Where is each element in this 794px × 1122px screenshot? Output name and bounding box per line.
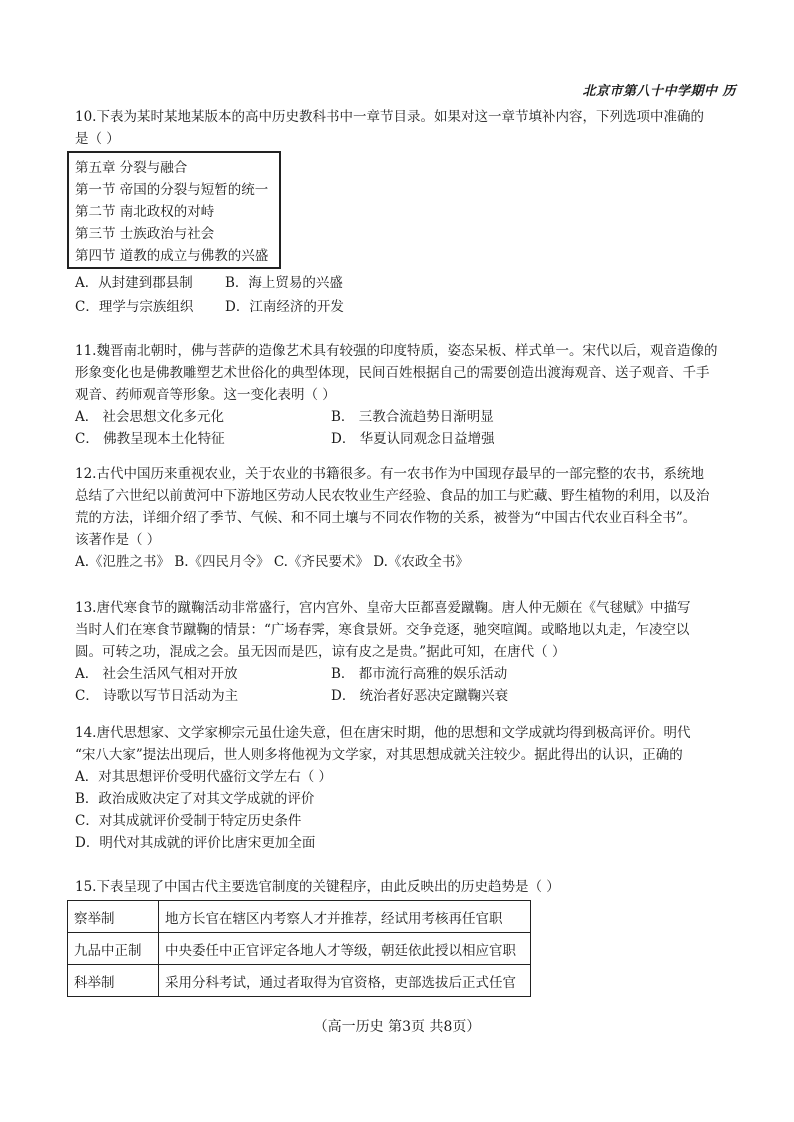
system-procedure: 采用分科考试，通过者取得为官资格，吏部选拔后正式任官 xyxy=(159,965,531,997)
stem-line: “宋八大家”提法出现后，世人则多将他视为文学家，对其思想成就关注较少。据此得出的认识，正确的 xyxy=(75,747,683,763)
option-d: D．江南经济的开发 xyxy=(225,299,344,315)
stem-line: 15.下表呈现了中国古代主要选官制度的关键程序，由此反映出的历史趋势是（ ） xyxy=(75,879,560,895)
option-c: C．理学与宗族组织 xyxy=(75,299,194,315)
system-procedure: 地方长官在辖区内考察人才并推荐，经试用考核再任官职 xyxy=(159,901,531,933)
question-10-options xyxy=(75,271,344,319)
stem-line: 形象变化也是佛教雕塑艺术世俗化的典型体现，民间百姓根据自己的需要创造出渡海观音、送子观音、千手 xyxy=(75,365,710,381)
option-c: C． 佛教呈现本土化特征 xyxy=(75,431,225,447)
table-row xyxy=(68,901,531,933)
stem-line: 总结了六世纪以前黄河中下游地区劳动人民农牧业生产经验、食品的加工与贮藏、野生植物的利用，以及治 xyxy=(75,488,710,504)
system-name: 科举制 xyxy=(68,965,159,997)
toc-line: 第五章 分裂与融合 xyxy=(75,160,188,176)
option-a: A．对其思想评价受明代盛衍文学左右（ ） xyxy=(75,769,333,785)
toc-line: 第三节 士族政治与社会 xyxy=(75,226,215,242)
stem-line: 当时人们在寒食节蹴鞠的情景：“广场春霁，寒食景妍。交争竞逐，驰突喧阗。或略地以丸走，乍凌空以 xyxy=(75,622,690,638)
stem-line: 圆。可转之功，混成之会。虽无因而是匹，谅有皮之是贵。”据此可知，在唐代（ ） xyxy=(75,644,566,660)
stem-line: 13.唐代寒食节的蹴鞠活动非常盛行，宫内宫外、皇帝大臣都喜爱蹴鞠。唐人仲无颇在《气毬赋》中描写 xyxy=(75,600,691,616)
system-name: 九品中正制 xyxy=(68,933,159,965)
question-11 xyxy=(75,340,725,450)
option-a: A． 社会思想文化多元化 xyxy=(75,409,225,425)
system-name: 察举制 xyxy=(68,901,159,933)
table-row xyxy=(68,965,531,997)
page-footer: （高一历史 第3页 共8页） xyxy=(313,1019,481,1035)
question-13 xyxy=(75,597,725,707)
option-d: D． 华夏认同观念日益增强 xyxy=(331,431,495,447)
question-14 xyxy=(75,722,725,854)
system-procedure: 中央委任中正官评定各地人才等级，朝廷依此授以相应官职 xyxy=(159,933,531,965)
toc-line: 第四节 道教的成立与佛教的兴盛 xyxy=(75,248,269,264)
option-b: B．海上贸易的兴盛 xyxy=(225,275,343,291)
toc-line: 第一节 帝国的分裂与短暂的统一 xyxy=(75,182,269,198)
question-12 xyxy=(75,463,725,573)
stem-line: 该著作是（ ） xyxy=(75,532,161,548)
stem-line: 12.古代中国历来重视农业，关于农业的书籍很多。有一农书作为中国现存最早的一部完整的农书，系统地 xyxy=(75,466,704,482)
chapter-table-of-contents xyxy=(67,151,281,269)
question-12-options: A.《氾胜之书》 B.《四民月令》 C.《齐民要术》 D.《农政全书》 xyxy=(75,554,469,570)
stem-line: 观音、药师观音等形象。这一变化表明（ ） xyxy=(75,387,336,403)
option-b: B． 三教合流趋势日渐明显 xyxy=(331,409,494,425)
option-c: C．对其成就评价受制于特定历史条件 xyxy=(75,813,302,829)
option-d: D．明代对其成就的评价比唐宋更加全面 xyxy=(75,835,316,851)
toc-line: 第二节 南北政权的对峙 xyxy=(75,204,215,220)
stem-line: 14.唐代思想家、文学家柳宗元虽仕途失意，但在唐宋时期，他的思想和文学成就均得到极高评价。明代 xyxy=(75,725,691,741)
option-a: A．从封建到郡县制 xyxy=(75,275,193,291)
selection-system-table xyxy=(67,900,531,997)
stem-line: 荒的方法，详细介绍了季节、气候、和不同土壤与不同农作物的关系，被誉为“中国古代农业百科全书”。 xyxy=(75,510,697,526)
option-b: B． 都市流行高雅的娱乐活动 xyxy=(331,666,508,682)
stem-line: 11.魏晋南北朝时，佛与菩萨的造像艺术具有较强的印度特质，姿态呆板、样式单一。宋代以后，观音造像的 xyxy=(75,343,718,359)
page-header: 北京市第八十中学期中 历 xyxy=(582,84,736,99)
question-10-stem xyxy=(75,106,725,150)
table-row xyxy=(68,933,531,965)
question-15-stem xyxy=(75,876,725,898)
option-d: D． 统治者好恶决定蹴鞠兴衰 xyxy=(331,688,509,704)
option-b: B．政治成败决定了对其文学成就的评价 xyxy=(75,791,315,807)
stem-line: 是（ ） xyxy=(75,131,120,147)
option-c: C． 诗歌以写节日活动为主 xyxy=(75,688,239,704)
option-a: A． 社会生活风气相对开放 xyxy=(75,666,238,682)
stem-line: 10.下表为某时某地某版本的高中历史教科书中一章节目录。如果对这一章节填补内容，下列选项中准确的 xyxy=(75,109,704,125)
